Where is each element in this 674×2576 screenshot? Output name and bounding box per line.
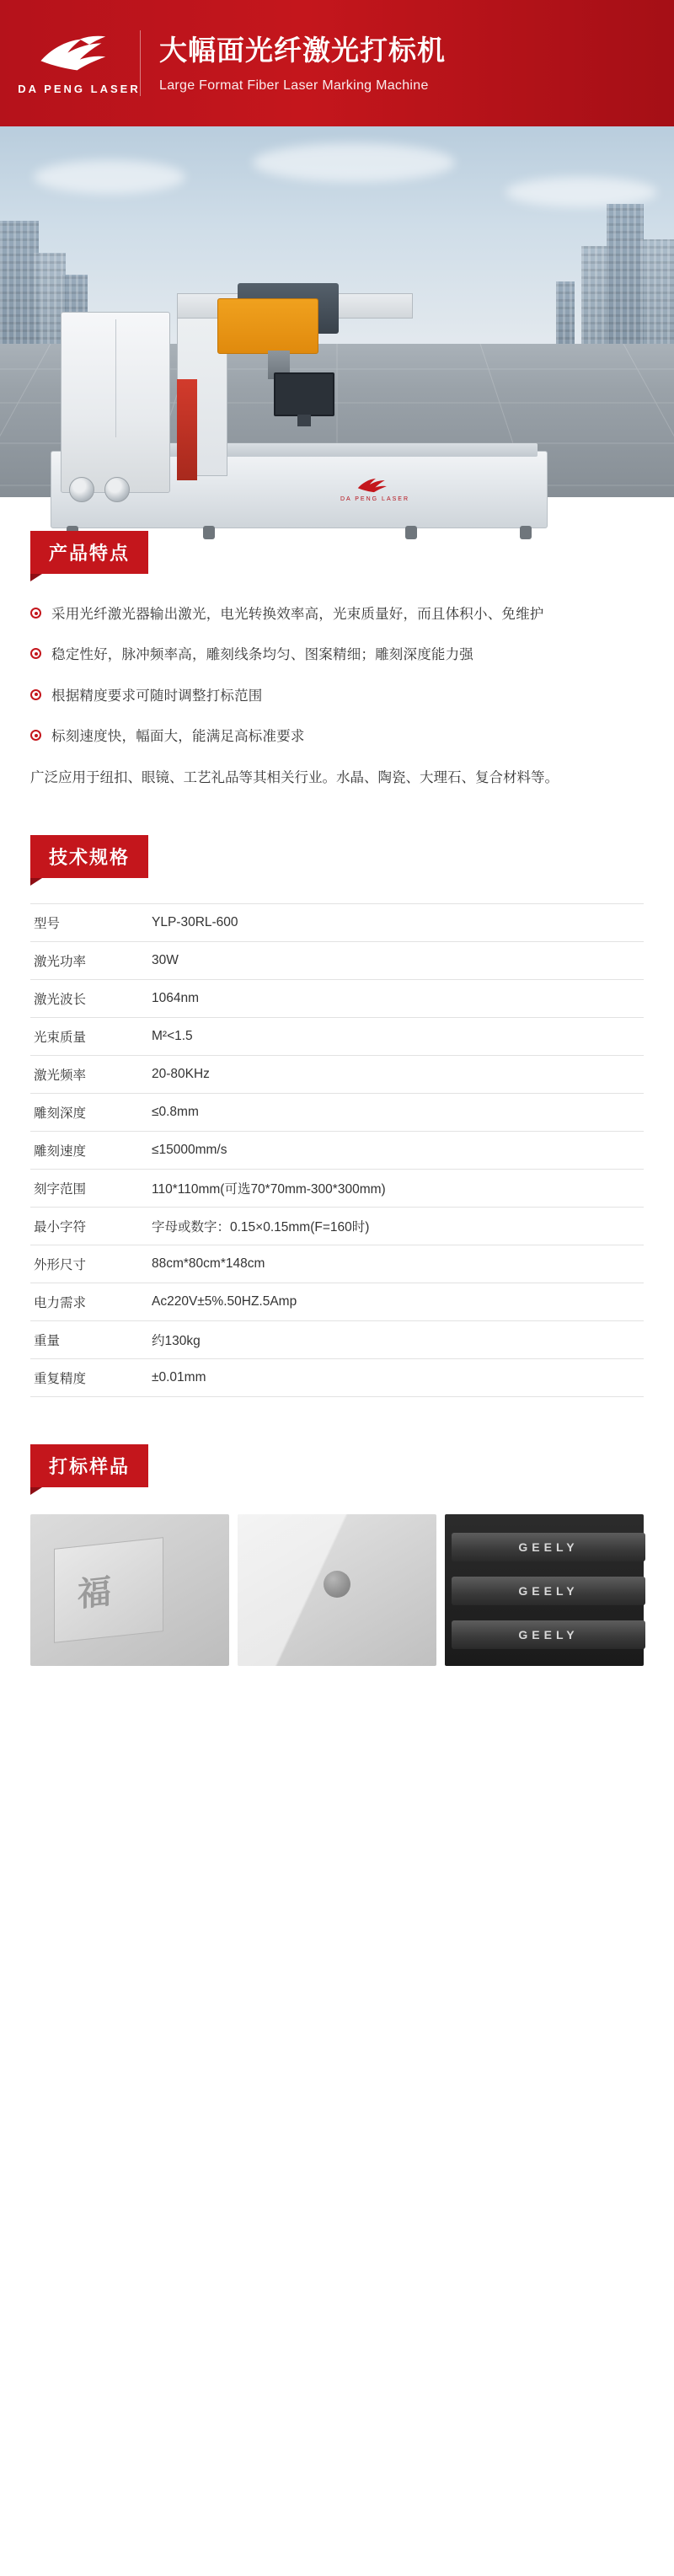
spec-value: ≤0.8mm [152,1104,199,1119]
features-section-title: 产品特点 [30,531,148,574]
bullet-icon [30,648,41,659]
spec-key: 雕刻速度 [34,1143,87,1159]
trim-strip-text: GEELY [518,1627,579,1641]
spec-table [30,903,644,1397]
spec-value: 1064nm [152,990,200,1005]
table-row [30,1093,644,1131]
feature-item [30,725,644,748]
sample-metal-plate [30,1514,229,1666]
trim-strip-text: GEELY [518,1583,579,1598]
laser-head-housing [217,298,318,354]
spec-value: 20-80KHz [152,1066,210,1081]
machine-badge-text: DA PENG LASER [340,495,410,502]
machine-monitor [274,372,334,416]
header-divider [140,30,141,96]
spec-value: ±0.01mm [152,1369,206,1384]
machine-cabinet [61,312,170,493]
spec-value: 30W [152,952,179,967]
spec-key: 激光频率 [34,1068,87,1083]
table-row [30,1358,644,1396]
machine-brand-badge [329,470,421,507]
trim-strip [452,1577,645,1605]
spec-key: 重量 [34,1333,61,1348]
bullet-icon [30,730,41,741]
features-list [30,602,644,790]
spec-key: 外形尺寸 [34,1257,87,1272]
spec-key: 激光波长 [34,992,87,1007]
brand-logo-text: DA PENG LASER [18,83,141,95]
spec-key: 电力需求 [34,1295,87,1310]
spec-key: 光束质量 [34,1030,87,1045]
specs-section-title: 技术规格 [30,835,148,878]
spec-value: YLP-30RL-600 [152,914,238,929]
table-row [30,1131,644,1169]
table-row [30,1169,644,1207]
spec-value: Ac220V±5%.50HZ.5Amp [152,1293,297,1309]
spec-value: 字母或数字：0.15×0.15mm(F=160时) [152,1219,370,1234]
eagle-logo-icon [35,31,123,78]
table-row [30,979,644,1017]
spec-key: 雕刻深度 [34,1106,87,1121]
feature-item [30,643,644,667]
spec-key: 型号 [34,916,61,931]
trim-strip [452,1620,645,1649]
spec-value: M²<1.5 [152,1028,193,1043]
page-title-cn: 大幅面光纤激光打标机 [159,35,446,67]
spec-key: 重复精度 [34,1371,87,1386]
samples-gallery [30,1514,644,1666]
table-row [30,903,644,941]
eagle-logo-icon [351,476,399,495]
fan-icon [69,477,94,502]
spec-key: 刻字范围 [34,1181,87,1197]
feature-text: 采用光纤激光器输出激光，电光转换效率高，光束质量好，而且体积小、免维护 [51,607,544,622]
machine-fan-group [69,467,162,512]
bullet-icon [30,608,41,619]
fan-icon [104,477,130,502]
caster-wheel [520,526,532,539]
trim-strip-text: GEELY [518,1540,579,1554]
laser-marking-machine [51,278,573,573]
table-row [30,1320,644,1358]
brand-logo [18,19,141,107]
feature-text: 稳定性好，脉冲频率高，雕刻线条均匀、图案精细；雕刻深度能力强 [51,647,473,663]
specs-section [0,835,674,1397]
table-row [30,1207,644,1245]
cloud-shape [34,160,185,194]
sample-engraved-glyph: 福 [78,1572,111,1614]
caster-wheel [203,526,215,539]
spec-value: 88cm*80cm*148cm [152,1256,265,1271]
table-row [30,1055,644,1093]
samples-section-title: 打标样品 [30,1444,148,1487]
hero-product-image [0,126,674,502]
skyline-building [640,239,674,347]
page-header [0,0,674,126]
skyline-building [607,204,644,347]
feature-text: 标刻速度快，幅面大，能满足高标准要求 [51,729,305,745]
samples-section [0,1444,674,1666]
skyline-building [581,246,610,347]
sample-marked-dot [324,1571,350,1598]
feature-item [30,602,644,626]
machine-red-strip [177,379,197,480]
header-titles [159,33,446,93]
spec-value: ≤15000mm/s [152,1142,227,1157]
trim-strip [452,1533,645,1561]
spec-key: 激光功率 [34,954,87,969]
cloud-shape [506,177,657,207]
sample-geely-trim [445,1514,644,1666]
feature-item [30,684,644,708]
spec-value: 约130kg [152,1333,201,1348]
bullet-icon [30,689,41,700]
spec-value: 110*110mm(可选70*70mm-300*300mm) [152,1181,386,1197]
table-row [30,1017,644,1055]
sample-steel-sheet [238,1514,436,1666]
table-row [30,1283,644,1320]
table-row [30,941,644,979]
caster-wheel [405,526,417,539]
table-row [30,1245,644,1283]
page-title-en: Large Format Fiber Laser Marking Machine [159,78,429,93]
spec-key: 最小字符 [34,1219,87,1234]
cloud-shape [253,143,455,182]
features-note: 广泛应用于纽扣、眼镜、工艺礼品等其相关行业。水晶、陶瓷、大理石、复合材料等。 [30,769,559,785]
feature-text: 根据精度要求可随时调整打标范围 [51,688,263,704]
